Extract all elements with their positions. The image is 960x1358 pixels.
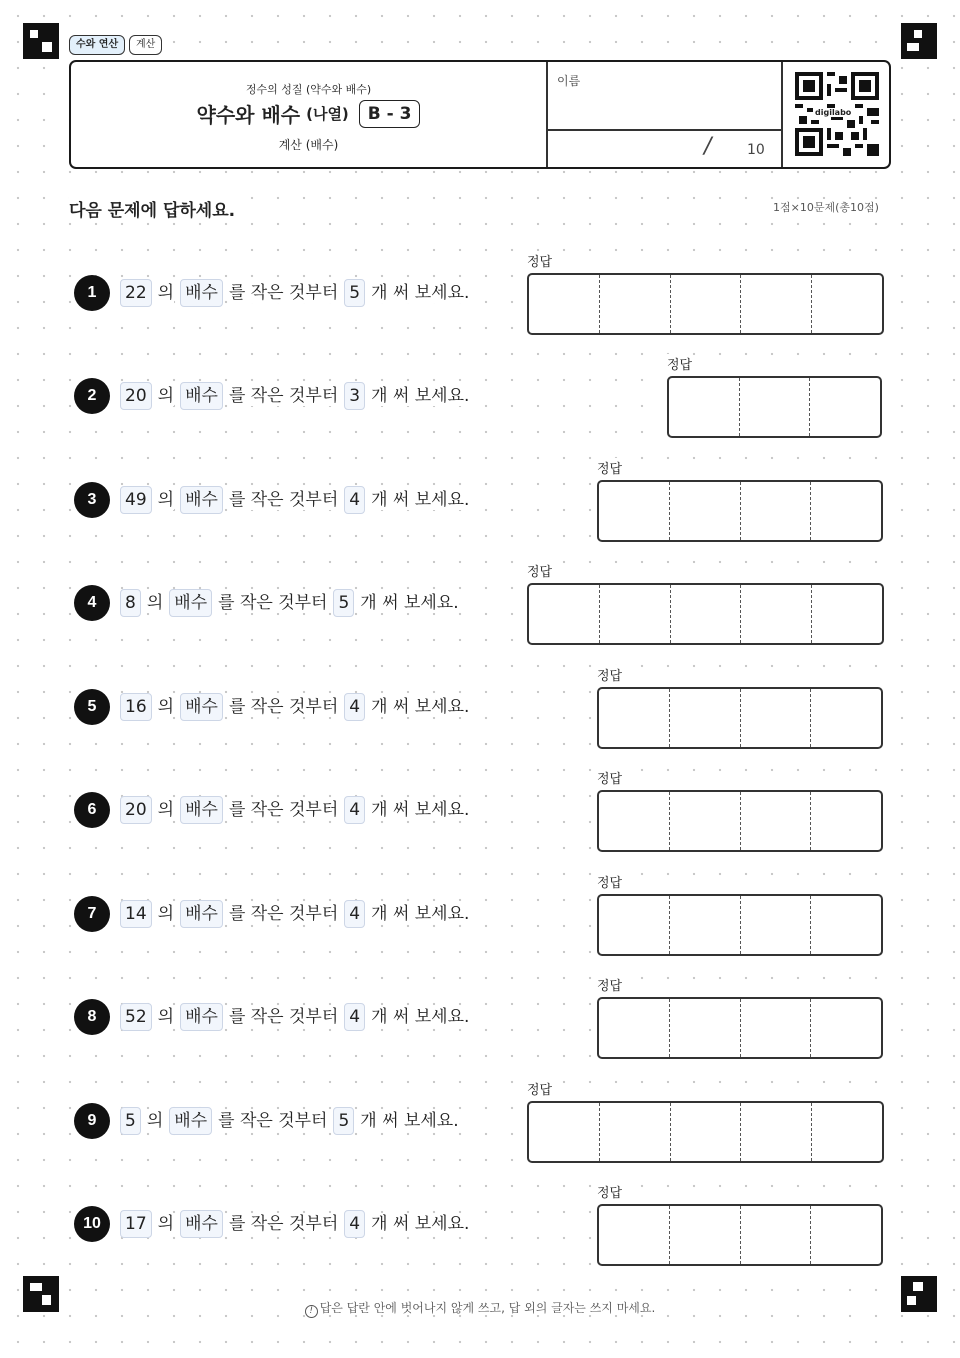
header-divider	[546, 62, 548, 167]
count-number: 5	[333, 1107, 354, 1135]
answer-box	[597, 1204, 883, 1266]
keyword-chip: 배수	[180, 693, 223, 721]
answer-cell[interactable]	[599, 999, 669, 1057]
question-number: 7	[74, 896, 110, 932]
answer-cell[interactable]	[599, 482, 669, 540]
answer-box	[527, 273, 884, 335]
given-number: 49	[120, 486, 152, 514]
answer-cell[interactable]	[670, 585, 741, 643]
question-text	[120, 1003, 469, 1031]
question-phrase: 를 작은 것부터	[228, 904, 339, 924]
count-number: 5	[344, 279, 365, 307]
answer-cell[interactable]	[529, 585, 599, 643]
answer-cell[interactable]	[669, 378, 739, 436]
count-number: 4	[344, 1003, 365, 1031]
question-phrase: 를 작은 것부터	[228, 800, 339, 820]
answer-cell[interactable]	[599, 689, 669, 747]
answer-box	[597, 480, 883, 542]
count-number: 4	[344, 693, 365, 721]
answer-cell[interactable]	[810, 999, 881, 1057]
answer-cell[interactable]	[599, 896, 669, 954]
keyword-chip: 배수	[180, 279, 223, 307]
answer-label: 정답	[527, 251, 552, 270]
keyword-chip: 배수	[169, 589, 212, 617]
question-text	[120, 486, 469, 514]
answer-label: 정답	[597, 768, 622, 787]
given-number: 14	[120, 900, 152, 928]
answer-cell[interactable]	[810, 1206, 881, 1264]
qr-brand-label: digilabo	[815, 108, 852, 117]
calc-label: 계산 (배수)	[278, 138, 339, 152]
answer-label: 정답	[597, 1182, 622, 1201]
question-text	[120, 796, 469, 824]
particle-text: 의	[157, 283, 175, 303]
question-phrase: 를 작은 것부터	[228, 1007, 339, 1027]
question-phrase: 개 써 보세요.	[371, 283, 470, 303]
answer-cell[interactable]	[740, 275, 811, 333]
worksheet-subtitle: 정수의 성질 (약수와 배수)	[245, 83, 372, 96]
answer-cell[interactable]	[669, 896, 740, 954]
score-slash: /	[704, 134, 712, 159]
answer-cell[interactable]	[740, 482, 811, 540]
name-field-label: 이름	[557, 74, 581, 88]
question-number: 8	[74, 999, 110, 1035]
question-phrase: 개 써 보세요.	[371, 697, 470, 717]
particle-text: 의	[157, 697, 175, 717]
answer-box	[527, 1101, 884, 1163]
answer-label: 정답	[597, 975, 622, 994]
answer-box	[527, 583, 884, 645]
question-text	[120, 589, 459, 617]
answer-cell[interactable]	[811, 1103, 882, 1161]
question-phrase: 개 써 보세요.	[371, 490, 470, 510]
answer-cell[interactable]	[740, 1103, 811, 1161]
worksheet-header	[69, 60, 891, 169]
count-number: 4	[344, 900, 365, 928]
answer-label: 정답	[597, 665, 622, 684]
answer-cell[interactable]	[740, 1206, 811, 1264]
particle-text: 의	[157, 1007, 175, 1027]
answer-cell[interactable]	[810, 689, 881, 747]
title-paren: (나열)	[306, 105, 349, 123]
count-number: 4	[344, 1210, 365, 1238]
points-note: 1점×10문제(총10점)	[773, 201, 879, 214]
score-total: 10	[747, 142, 765, 158]
answer-label: 정답	[527, 561, 552, 580]
answer-cell[interactable]	[669, 999, 740, 1057]
answer-cell[interactable]	[669, 1206, 740, 1264]
question-text	[120, 900, 469, 928]
corner-marker-top-left	[23, 23, 59, 59]
level-badge: B - 3	[359, 100, 421, 128]
count-number: 3	[344, 382, 365, 410]
keyword-chip: 배수	[180, 486, 223, 514]
question-text	[120, 1210, 469, 1238]
footer-text: 답은 답란 안에 벗어나지 않게 쓰고, 답 외의 글자는 쓰지 마세요.	[319, 1301, 656, 1315]
particle-text: 의	[157, 904, 175, 924]
answer-box	[597, 687, 883, 749]
question-number: 2	[74, 378, 110, 414]
answer-cell[interactable]	[811, 585, 882, 643]
header-divider	[781, 62, 783, 167]
particle-text: 의	[157, 800, 175, 820]
answer-cell[interactable]	[810, 792, 881, 850]
given-number: 20	[120, 382, 152, 410]
given-number: 16	[120, 693, 152, 721]
answer-cell[interactable]	[740, 999, 811, 1057]
question-phrase: 를 작은 것부터	[228, 283, 339, 303]
question-phrase: 를 작은 것부터	[228, 386, 339, 406]
answer-cell[interactable]	[599, 792, 669, 850]
particle-text: 의	[157, 490, 175, 510]
answer-cell[interactable]	[811, 275, 882, 333]
question-text	[120, 693, 469, 721]
question-phrase: 개 써 보세요.	[371, 386, 470, 406]
answer-cell[interactable]	[599, 585, 670, 643]
question-phrase: 개 써 보세요.	[371, 1214, 470, 1234]
keyword-chip: 배수	[180, 1210, 223, 1238]
keyword-chip: 배수	[169, 1107, 212, 1135]
count-number: 4	[344, 486, 365, 514]
given-number: 52	[120, 1003, 152, 1031]
question-phrase: 개 써 보세요.	[360, 593, 459, 613]
count-number: 4	[344, 796, 365, 824]
answer-cell[interactable]	[740, 792, 811, 850]
question-text	[120, 1107, 459, 1135]
given-number: 20	[120, 796, 152, 824]
particle-text: 의	[157, 386, 175, 406]
answer-cell[interactable]	[669, 482, 740, 540]
answer-label: 정답	[527, 1079, 552, 1098]
question-phrase: 를 작은 것부터	[228, 697, 339, 717]
answer-box	[597, 894, 883, 956]
question-text	[120, 382, 469, 410]
question-phrase: 개 써 보세요.	[371, 904, 470, 924]
question-number: 5	[74, 689, 110, 725]
answer-cell[interactable]	[740, 689, 811, 747]
question-number: 10	[74, 1206, 110, 1242]
answer-cell[interactable]	[599, 1103, 670, 1161]
keyword-chip: 배수	[180, 1003, 223, 1031]
keyword-chip: 배수	[180, 900, 223, 928]
question-number: 3	[74, 482, 110, 518]
answer-cell[interactable]	[810, 896, 881, 954]
answer-box	[667, 376, 882, 438]
answer-box	[597, 997, 883, 1059]
title-text: 약수와 배수	[196, 103, 301, 127]
answer-cell[interactable]	[529, 1103, 599, 1161]
given-number: 17	[120, 1210, 152, 1238]
type-tag: 계산	[129, 35, 162, 55]
keyword-chip: 배수	[180, 796, 223, 824]
question-phrase: 를 작은 것부터	[218, 1111, 328, 1131]
particle-text: 의	[157, 1214, 175, 1234]
answer-label: 정답	[597, 872, 622, 891]
answer-cell[interactable]	[599, 1206, 669, 1264]
answer-cell[interactable]	[810, 482, 881, 540]
answer-cell[interactable]	[670, 1103, 741, 1161]
answer-cell[interactable]	[669, 689, 740, 747]
particle-text: 의	[146, 593, 164, 613]
question-phrase: 개 써 보세요.	[371, 1007, 470, 1027]
worksheet-title	[71, 99, 546, 128]
question-phrase: 개 써 보세요.	[360, 1111, 459, 1131]
answer-cell[interactable]	[740, 585, 811, 643]
question-number: 1	[74, 275, 110, 311]
answer-cell[interactable]	[529, 275, 599, 333]
answer-cell[interactable]	[599, 275, 670, 333]
question-number: 9	[74, 1103, 110, 1139]
question-phrase: 개 써 보세요.	[371, 800, 470, 820]
count-number: 5	[333, 589, 354, 617]
answer-cell[interactable]	[740, 896, 811, 954]
answer-label: 정답	[597, 458, 622, 477]
footer-note	[0, 1299, 960, 1318]
question-phrase: 를 작은 것부터	[228, 490, 339, 510]
question-phrase: 를 작은 것부터	[228, 1214, 339, 1234]
answer-cell[interactable]	[669, 792, 740, 850]
question-phrase: 를 작은 것부터	[218, 593, 328, 613]
header-divider	[546, 129, 782, 131]
answer-cell[interactable]	[670, 275, 741, 333]
instruction-text: 다음 문제에 답하세요.	[69, 196, 235, 221]
keyword-chip: 배수	[180, 382, 223, 410]
answer-cell[interactable]	[809, 378, 880, 436]
given-number: 22	[120, 279, 152, 307]
corner-marker-top-right	[901, 23, 937, 59]
answer-label: 정답	[667, 354, 692, 373]
question-text	[120, 279, 469, 307]
question-number: 6	[74, 792, 110, 828]
category-tag: 수와 연산	[69, 35, 125, 55]
warning-icon: !	[305, 1305, 318, 1318]
given-number: 5	[120, 1107, 141, 1135]
question-number: 4	[74, 585, 110, 621]
answer-box	[597, 790, 883, 852]
particle-text: 의	[146, 1111, 164, 1131]
answer-cell[interactable]	[739, 378, 810, 436]
given-number: 8	[120, 589, 141, 617]
